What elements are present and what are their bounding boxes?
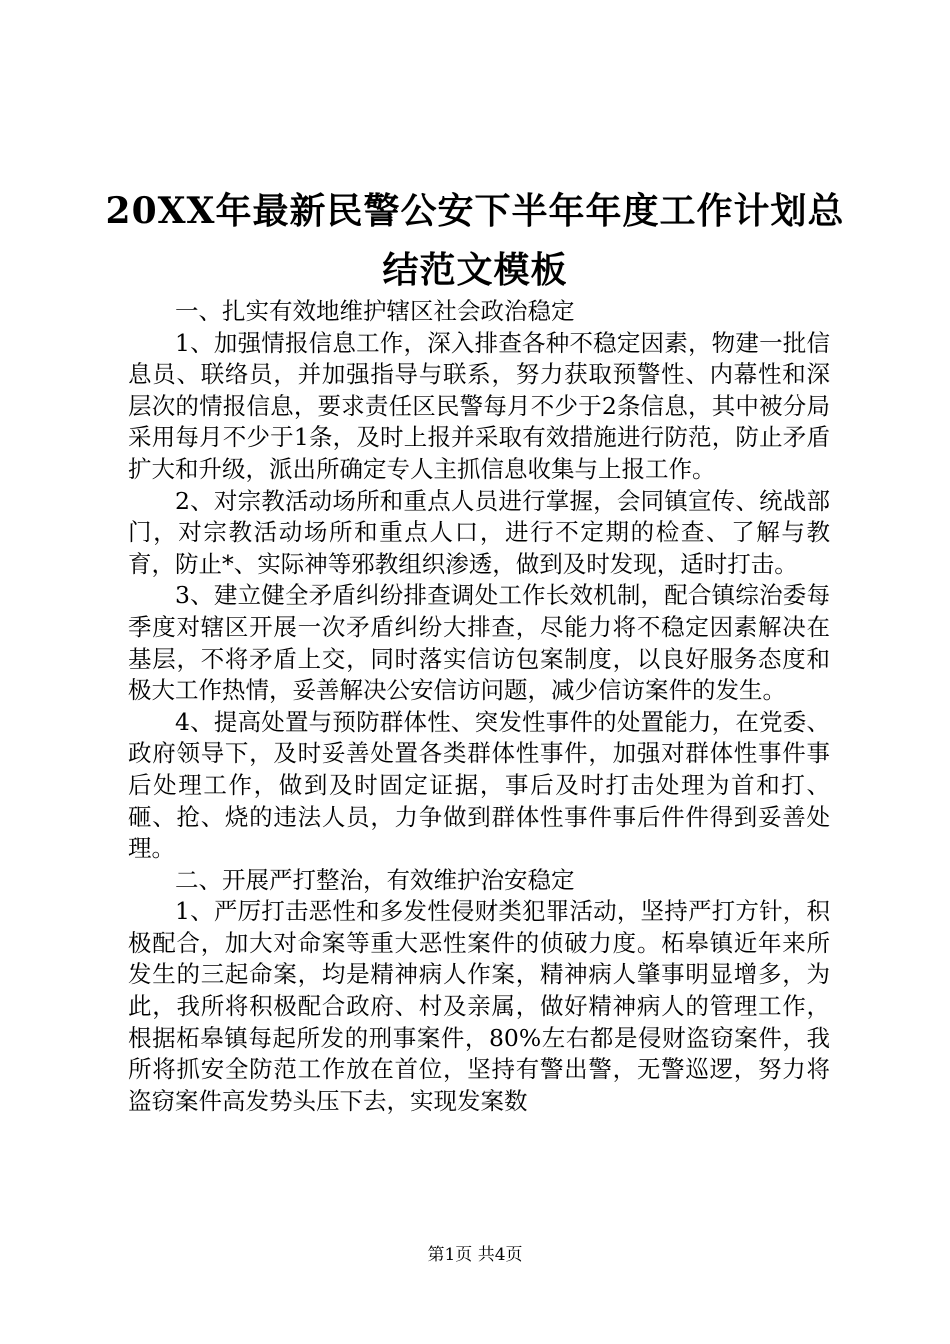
paragraph-2-1: 1、严厉打击恶性和多发性侵财类犯罪活动，坚持严打方针，积极配合，加大对命案等重大恶性案件的侦破力度。柘皋镇近年来所发生的三起命案，均是精神病人作案，精神病人肇事明显增多，为此，我所将积极配合政府、村及亲属，做好精神病人的管理工作，根据柘皋镇每起所发的刑事案件，80%左右都是侵财盗窃案件，我所将抓安全防范工作放在首位，坚持有警出警，无警巡逻，努力将盗窃案件高发势头压下去，实现发案数 <box>128 897 830 1115</box>
paragraph-1-2: 2、对宗教活动场所和重点人员进行掌握，会同镇宣传、统战部门，对宗教活动场所和重点人口，进行不定期的检查、了解与教育，防止*、实际神等邪教组织渗透，做到及时发现，适时打击。 <box>128 486 830 578</box>
section-heading-2: 二、开展严打整治，有效维护治安稳定 <box>175 865 575 894</box>
document-body <box>128 296 830 1117</box>
page-number: 第1页 共4页 <box>427 1245 523 1265</box>
document-title-line-1: 20XX年最新民警公安下半年年度工作计划总 <box>105 190 845 232</box>
paragraph-1-4: 4、提高处置与预防群体性、突发性事件的处置能力，在党委、政府领导下，及时妥善处置各类群体性事件，加强对群体性事件事后处理工作，做到及时固定证据，事后及时打击处理为首和打、砸、抢、烧的违法人员，力争做到群体性事件事后件件得到妥善处理。 <box>128 707 830 863</box>
paragraph-1-3: 3、建立健全矛盾纠纷排查调处工作长效机制，配合镇综治委每季度对辖区开展一次矛盾纠纷大排查，尽能力将不稳定因素解决在基层，不将矛盾上交，同时落实信访包案制度，以良好服务态度和极大工作热情，妥善解决公安信访问题，减少信访案件的发生。 <box>128 581 830 705</box>
paragraph-1-1: 1、加强情报信息工作，深入排查各种不稳定因素，物建一批信息员、联络员，并加强指导与联系，努力获取预警性、内幕性和深层次的情报信息，要求责任区民警每月不少于2条信息，其中被分局采用每月不少于1条，及时上报并采取有效措施进行防范，防止矛盾扩大和升级，派出所确定专人主抓信息收集与上报工作。 <box>128 328 830 483</box>
document-title-line-2: 结范文模板 <box>382 249 568 291</box>
section-heading-1: 一、扎实有效地维护辖区社会政治稳定 <box>175 297 575 325</box>
